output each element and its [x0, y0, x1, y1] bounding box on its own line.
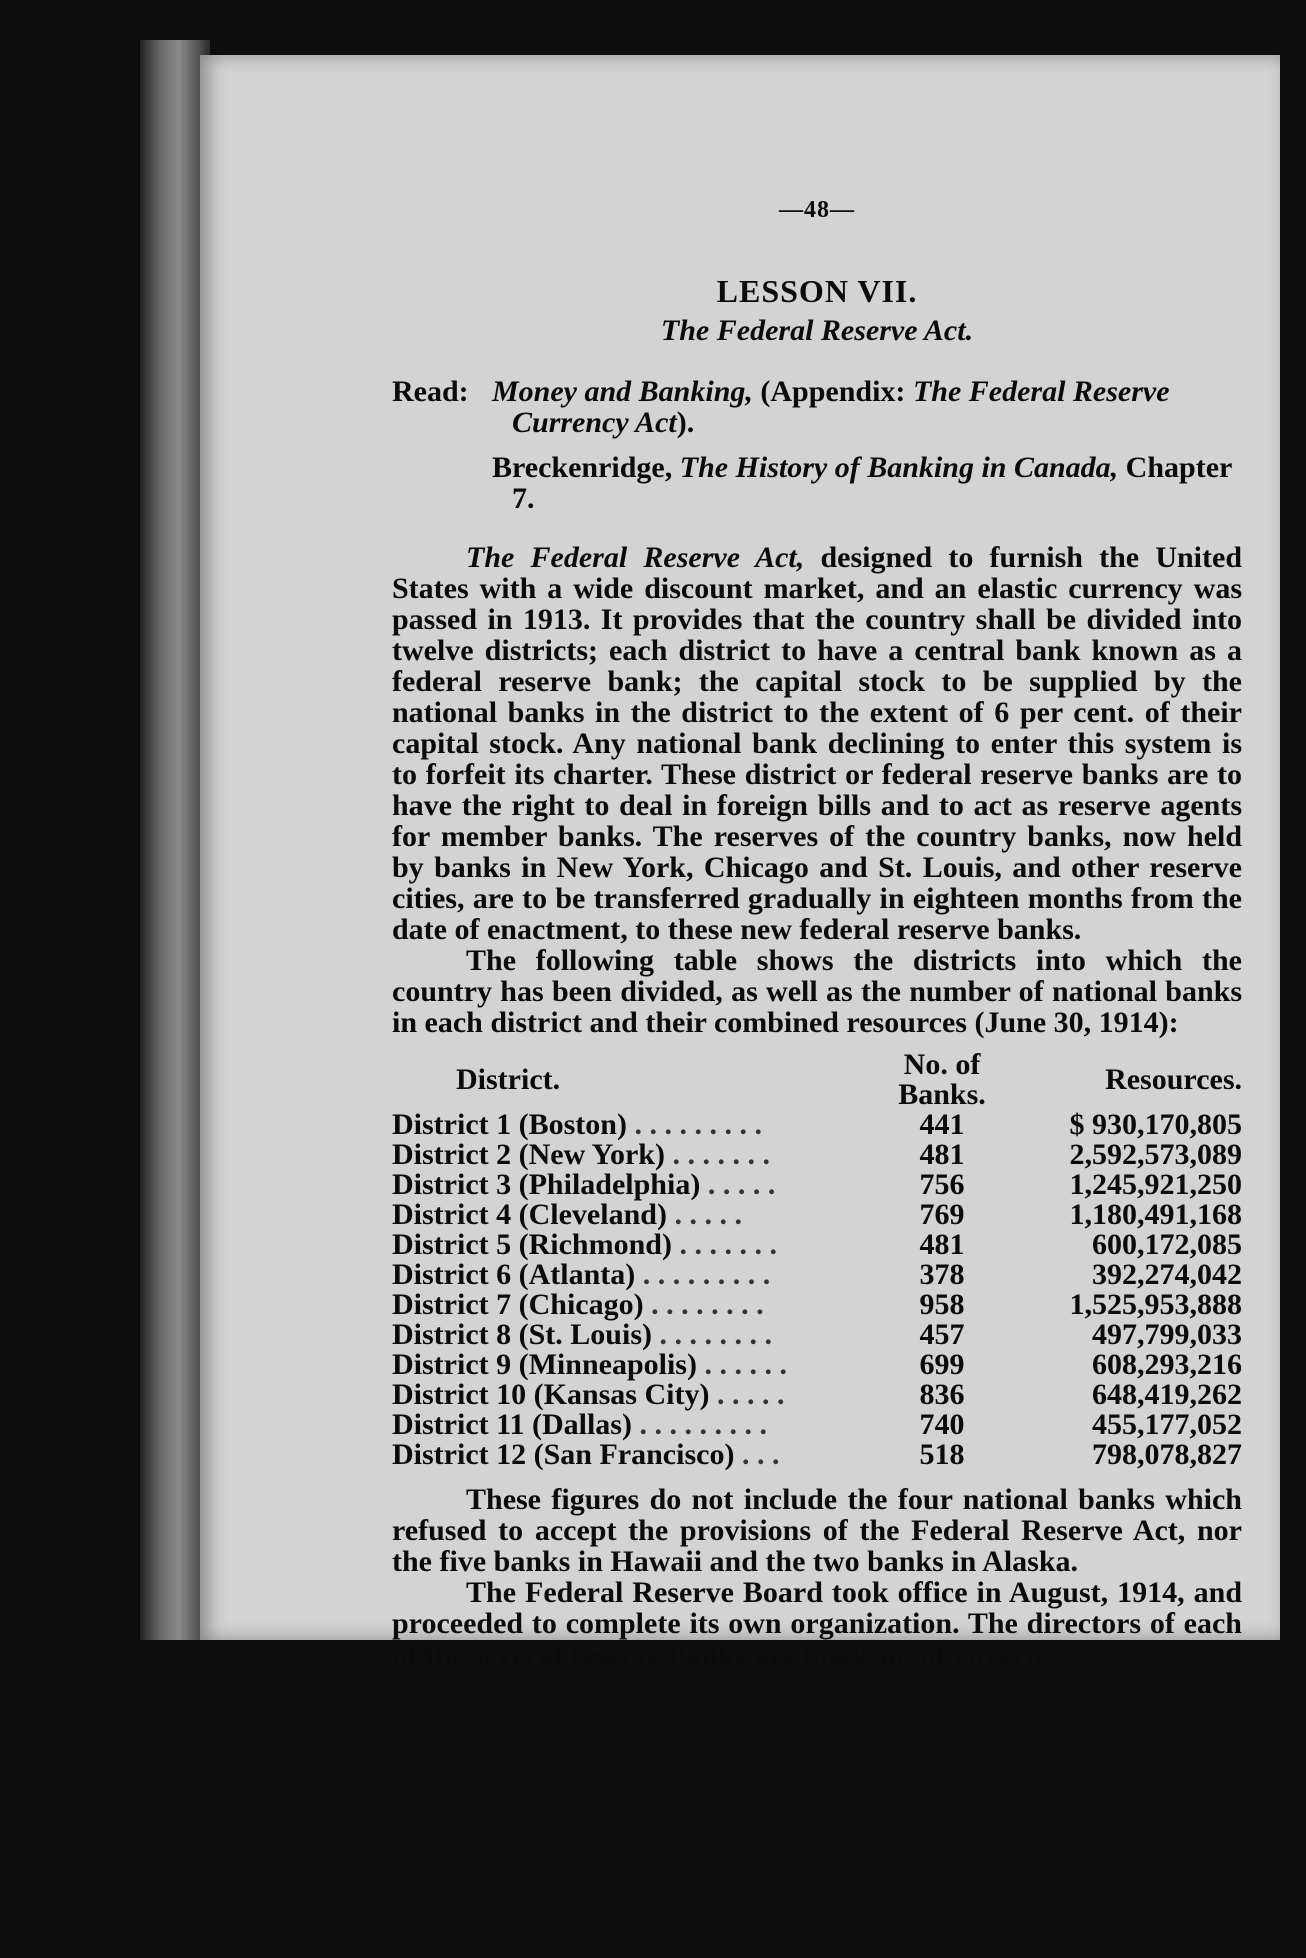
leader-dots: . . . . . . . . .	[631, 1408, 767, 1441]
district-name-cell	[392, 1320, 862, 1350]
ref2-chapter: Chapter 7.	[512, 451, 1232, 515]
district-name-cell	[392, 1140, 862, 1170]
districts-table	[392, 1050, 1242, 1470]
district-name: District 5 (Richmond)	[392, 1228, 672, 1261]
resources-value: 1,525,953,888	[1069, 1288, 1242, 1321]
page-number: —48—	[779, 197, 855, 223]
banks-count: 457	[919, 1318, 965, 1351]
ref1-pre: (Appendix:	[760, 375, 906, 408]
paragraph-1	[392, 542, 1242, 945]
leader-dots: . . . . .	[666, 1198, 742, 1231]
reading-list	[392, 376, 1242, 528]
banks-count: 699	[919, 1348, 965, 1381]
district-name-cell	[392, 1350, 862, 1380]
header-banks: No. of Banks.	[898, 1048, 986, 1111]
district-name-cell	[392, 1200, 862, 1230]
lesson-title: LESSON VII.	[716, 273, 918, 309]
paragraph-3: These figures do not include the four national banks which refused to accept the provisions of the Federal Reserve Act, nor the five banks in Hawaii and the two banks in Alaska.	[392, 1483, 1242, 1578]
reading-label: Read:	[392, 375, 469, 408]
ref1-italic: The Federal Reserve Currency Act	[512, 375, 1170, 439]
district-name-cell	[392, 1440, 862, 1470]
table-row	[392, 1380, 1242, 1410]
banks-count: 958	[919, 1288, 965, 1321]
paragraph-2: The following table shows the districts into which the country has been divided, as well as the number of national banks in each district and their combined resources (June 30, 1914):	[392, 944, 1242, 1039]
banks-count: 740	[919, 1408, 965, 1441]
ref1-post: ).	[676, 406, 695, 439]
district-name: District 3 (Philadelphia)	[392, 1168, 701, 1201]
leader-dots: . . . . .	[709, 1378, 785, 1411]
reading-refs	[492, 376, 1242, 528]
leader-dots: . . . . . . .	[664, 1138, 770, 1171]
resources-value: 2,592,573,089	[1069, 1138, 1242, 1171]
district-name-cell	[392, 1110, 862, 1140]
district-name-cell	[392, 1290, 862, 1320]
district-name-cell	[392, 1170, 862, 1200]
para1-text: designed to furnish the United States with a wide discount market, and an elastic currency was passed in 1913. It provides that the country shall be divided into twelve districts; each district to have a central bank known as a federal reserve bank; the capital stock to be supplied by the national banks in the district to the extent of 6 per cent. of their capital stock. Any national bank declining to enter this system is to forfeit its charter. These district or federal reserve banks are to have the right to deal in foreign bills and to act as reserve agents for member banks. The reserves of the country banks, now held by banks in New York, Chicago and St. Louis, and other reserve cities, are to be transferred gradually in eighteen months from the date of enactment, to these new federal reserve banks.	[392, 541, 1242, 946]
reading-ref-1	[492, 376, 1242, 438]
ref1-title: Money and Banking,	[492, 375, 753, 408]
resources-value: 648,419,262	[1092, 1378, 1242, 1411]
table-row	[392, 1140, 1242, 1170]
table-row	[392, 1350, 1242, 1380]
leader-dots: . . . . . . . . .	[635, 1258, 771, 1291]
paragraph-4: The Federal Reserve Board took office in August, 1914, and proceeded to complete its own organization. The directors of each of the several reserve banks are made up of govern-	[392, 1576, 1242, 1671]
resources-value: 1,180,491,168	[1069, 1198, 1242, 1231]
district-name: District 1 (Boston)	[392, 1108, 627, 1141]
table-row	[392, 1290, 1242, 1320]
ref2-author: Breckenridge,	[492, 451, 673, 484]
district-name-cell	[392, 1260, 862, 1290]
table-row	[392, 1320, 1242, 1350]
table-row	[392, 1410, 1242, 1440]
banks-count: 836	[919, 1378, 965, 1411]
district-name: District 10 (Kansas City)	[392, 1378, 710, 1411]
book-page	[200, 55, 1280, 1671]
table-row	[392, 1260, 1242, 1290]
leader-dots: . . . . . .	[696, 1348, 787, 1381]
leader-dots: . . . . . . . . .	[626, 1108, 762, 1141]
banks-count: 756	[919, 1168, 965, 1201]
banks-count: 378	[919, 1258, 965, 1291]
resources-value: 608,293,216	[1092, 1348, 1242, 1381]
district-name: District 7 (Chicago)	[392, 1288, 644, 1321]
lesson-subtitle: The Federal Reserve Act.	[660, 314, 974, 347]
table-row	[392, 1230, 1242, 1260]
reading-ref-2	[492, 452, 1242, 514]
district-name: District 9 (Minneapolis)	[392, 1348, 697, 1381]
table-row	[392, 1200, 1242, 1230]
district-name-cell	[392, 1410, 862, 1440]
resources-value: 1,245,921,250	[1069, 1168, 1242, 1201]
banks-count: 481	[919, 1138, 965, 1171]
banks-count: 441	[919, 1108, 965, 1141]
district-name: District 8 (St. Louis)	[392, 1318, 652, 1351]
leader-dots: . . . . . . .	[671, 1228, 777, 1261]
district-name: District 4 (Cleveland)	[392, 1198, 667, 1231]
resources-value: 600,172,085	[1092, 1228, 1242, 1261]
table-row	[392, 1440, 1242, 1470]
district-name: District 12 (San Francisco)	[392, 1438, 735, 1471]
table-row	[392, 1110, 1242, 1140]
district-name: District 2 (New York)	[392, 1138, 665, 1171]
district-name: District 6 (Atlanta)	[392, 1258, 636, 1291]
resources-value: 798,078,827	[1092, 1438, 1242, 1471]
leader-dots: . . . . .	[700, 1168, 776, 1201]
ref2-title: The History of Banking in Canada,	[679, 451, 1119, 484]
district-name-cell	[392, 1380, 862, 1410]
table-row	[392, 1170, 1242, 1200]
header-resources: Resources.	[1105, 1063, 1242, 1096]
page-content	[392, 195, 1242, 1670]
table-body	[392, 1110, 1242, 1470]
resources-value: 455,177,052	[1092, 1408, 1242, 1441]
banks-count: 481	[919, 1228, 965, 1261]
banks-count: 769	[919, 1198, 965, 1231]
district-name-cell	[392, 1230, 862, 1260]
header-district: District.	[456, 1063, 561, 1096]
banks-count: 518	[919, 1438, 965, 1471]
leader-dots: . . . . . . . .	[651, 1318, 772, 1351]
resources-value: 497,799,033	[1092, 1318, 1242, 1351]
table-header-row	[392, 1050, 1242, 1110]
resources-value: 392,274,042	[1092, 1258, 1242, 1291]
leader-dots: . . . . . . . .	[643, 1288, 764, 1321]
district-name: District 11 (Dallas)	[392, 1408, 632, 1441]
leader-dots: . . .	[734, 1438, 780, 1471]
para1-italic: The Federal Reserve Act,	[466, 541, 805, 574]
resources-value: $ 930,170,805	[1069, 1108, 1242, 1141]
